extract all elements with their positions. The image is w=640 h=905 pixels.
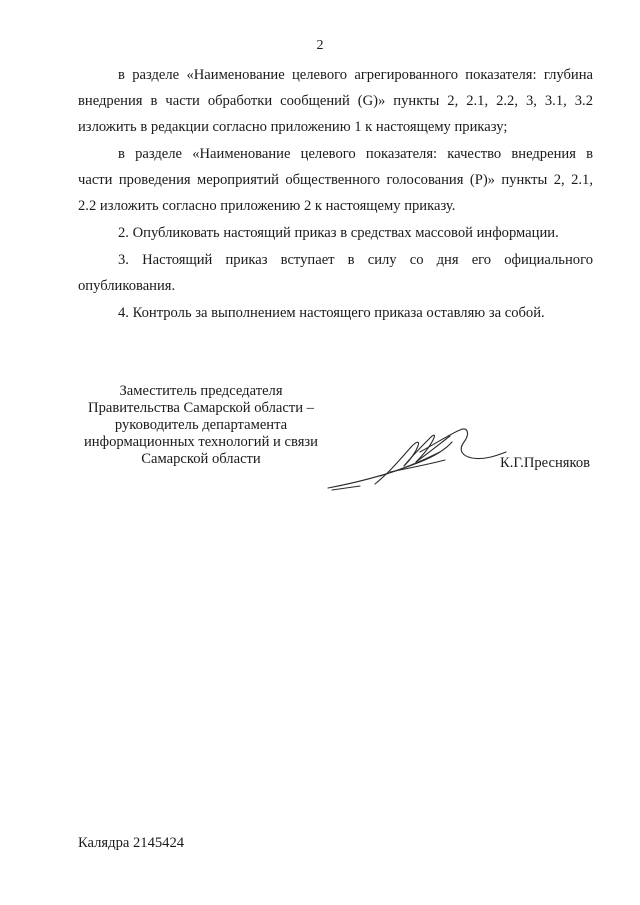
body-line: части проведения мероприятий общественного голосования (P)» пункты 2, 2.1, [78, 172, 593, 188]
page-number: 2 [316, 38, 324, 53]
body-line: в разделе «Наименование целевого агрегированного показателя: глубина [118, 67, 593, 83]
body-line: 2. Опубликовать настоящий приказ в средствах массовой информации. [118, 225, 559, 241]
body-line: 3. Настоящий приказ вступает в силу со дня его официального [118, 252, 593, 268]
signature-position [70, 383, 332, 468]
position-line: Заместитель председателя [119, 383, 283, 399]
position-line: руководитель департамента [114, 417, 288, 433]
handwritten-signature [320, 412, 520, 502]
body-line: опубликования. [78, 278, 176, 294]
footer-id: Калядра 2145424 [78, 835, 185, 851]
position-line: информационных технологий и связи [84, 434, 318, 450]
body-line: изложить в редакции согласно приложению 1 к настоящему приказу; [78, 119, 508, 135]
position-line: Правительства Самарской области – [88, 400, 314, 416]
body-line: 4. Контроль за выполнением настоящего приказа оставляю за собой. [118, 305, 545, 321]
body-line: внедрения в части обработки сообщений (G)» пункты 2, 2.1, 2.2, 3, 3.1, 3.2 [78, 93, 593, 109]
signer-name: К.Г.Пресняков [500, 455, 591, 471]
position-line: Самарской области [141, 451, 261, 467]
body-line: 2.2 изложить согласно приложению 2 к настоящему приказу. [78, 198, 456, 214]
body-line: в разделе «Наименование целевого показателя: качество внедрения в [118, 146, 593, 162]
